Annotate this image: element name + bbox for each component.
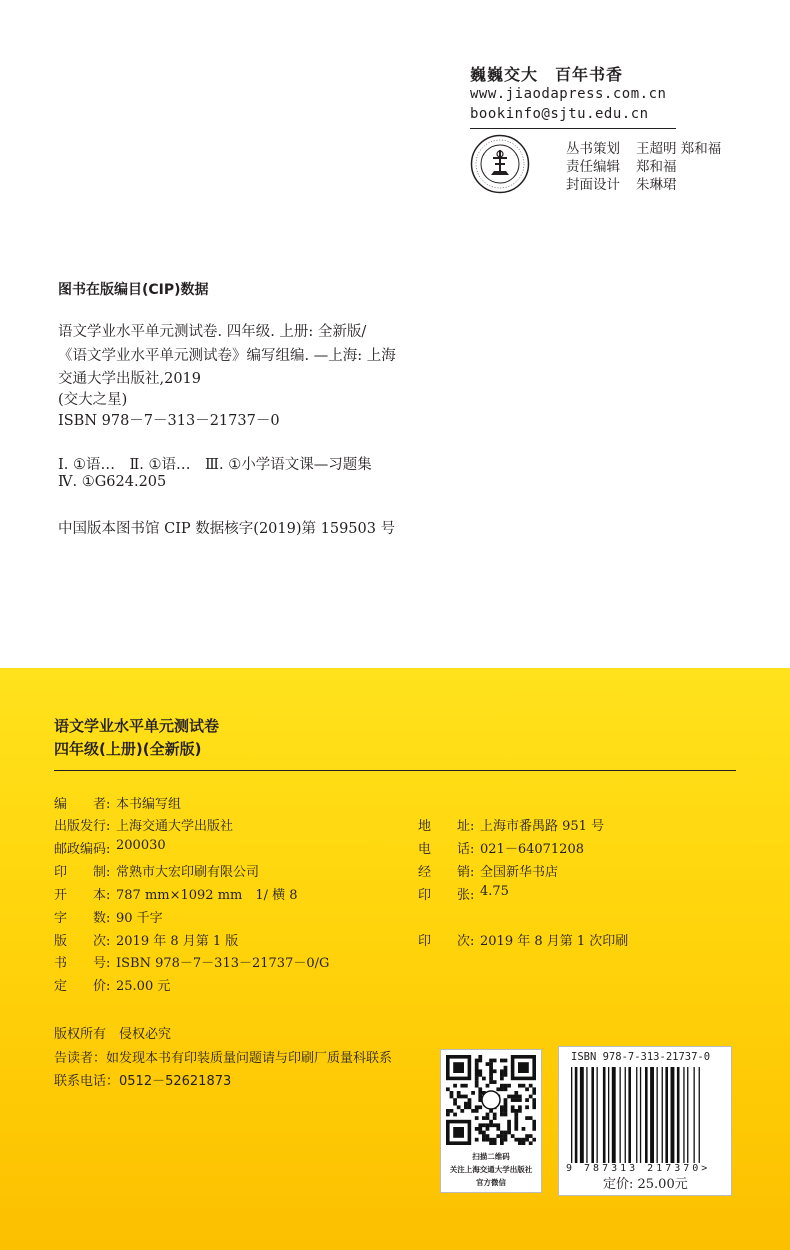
info-label: 书 号: [54,956,111,971]
info-label: 出版发行: [54,819,111,834]
credit-row [566,173,736,191]
wechat-qr-card [440,1049,542,1193]
cip-line: (交大之星) [58,392,128,408]
info-label: 开 本: [54,888,111,903]
info-value: 4.75 [480,884,509,899]
info-value: ISBN 978－7－313－21737－0/G [116,956,330,971]
cip-heading: 图书在版编目(CIP)数据 [58,282,209,298]
isbn-barcode-card [558,1046,732,1196]
info-label: 定 价: [54,979,111,994]
credit-value: 郑和福 [636,159,677,175]
info-label: 地 址: [418,819,475,834]
barcode-isbn: ISBN 978-7-313-21737-0 [571,1051,711,1063]
info-label: 印 次: [418,934,475,949]
qr-caption: 扫描二维码 [472,1152,510,1161]
info-label: 编 者: [54,797,111,812]
info-value: 90 千字 [116,911,163,926]
credit-row [566,137,736,155]
info-row [54,930,384,948]
info-row [54,884,384,902]
info-row [418,815,736,833]
barcode-digits: 9 787313 217370> [566,1163,711,1174]
cip-classification: Ⅰ. ①语… Ⅱ. ①语… Ⅲ. ①小学语文课—习题集 [58,457,372,473]
barcode-price: 定价: 25.00元 [603,1177,688,1192]
credit-label: 丛书策划 [566,141,620,157]
info-row [54,907,384,925]
info-label: 字 数: [54,911,111,926]
info-label: 电 话: [418,842,475,857]
cip-line: 语文学业水平单元测试卷. 四年级. 上册: 全新版/ [58,324,367,340]
info-row [54,815,384,833]
qr-code-icon[interactable] [446,1055,536,1145]
credit-label: 责任编辑 [566,159,620,175]
credit-value: 朱琳珺 [636,177,677,193]
university-seal-icon [470,134,530,194]
cip-number: 中国版本图书馆 CIP 数据核字(2019)第 159503 号 [58,521,396,537]
credit-value: 王超明 郑和福 [636,141,722,157]
info-value: 本书编写组 [116,797,182,812]
info-value: 200030 [116,838,166,853]
cip-line: 交通大学出版社,2019 [58,371,202,387]
publisher-website[interactable]: www.jiaodapress.com.cn [470,86,667,102]
book-title: 语文学业水平单元测试卷 [54,717,220,735]
info-value: 021－64071208 [480,842,584,857]
info-value: 上海市番禺路 951 号 [480,819,605,834]
info-row [418,861,736,879]
info-value: 2019 年 8 月第 1 版 [116,934,239,949]
info-row [54,952,384,970]
publisher-slogan: 巍巍交大 百年书香 [470,65,624,84]
colophon-divider [54,770,736,771]
cip-line: 《语文学业水平单元测试卷》编写组编. —上海: 上海 [58,348,396,364]
qr-caption: 关注上海交通大学出版社 [449,1165,533,1174]
info-row [418,838,736,856]
info-label: 印 张: [418,888,475,903]
info-value: 全国新华书店 [480,865,559,880]
publisher-email[interactable]: bookinfo@sjtu.edu.cn [470,106,649,122]
publisher-divider [470,128,676,129]
barcode-icon [571,1067,719,1171]
cip-classification: Ⅳ. ①G624.205 [58,474,167,490]
info-label: 邮政编码: [54,842,111,857]
info-value: 787 mm×1092 mm 1/ 横 8 [116,888,298,903]
qr-caption: 官方微信 [476,1178,506,1187]
info-value: 上海交通大学出版社 [116,819,234,834]
info-value: 常熟市大宏印刷有限公司 [116,865,260,880]
cip-line: ISBN 978－7－313－21737－0 [58,413,280,429]
credit-label: 封面设计 [566,177,620,193]
info-row [418,884,736,902]
info-row [418,930,736,948]
info-row [54,861,384,879]
contact-phone: 联系电话：0512－52621873 [54,1074,232,1089]
info-label: 版 次: [54,934,111,949]
info-row [54,793,384,811]
info-label: 经 销: [418,865,475,880]
copyright-notice: 版权所有 侵权必究 [54,1027,172,1042]
info-value: 2019 年 8 月第 1 次印刷 [480,934,629,949]
info-label: 印 制: [54,865,111,880]
reader-notice: 告读者：如发现本书有印装质量问题请与印刷厂质量科联系 [54,1051,393,1066]
info-row [54,838,384,856]
info-value: 25.00 元 [116,979,171,994]
credit-row [566,155,736,173]
book-subtitle: 四年级(上册)(全新版) [54,740,202,758]
info-row [54,975,384,993]
